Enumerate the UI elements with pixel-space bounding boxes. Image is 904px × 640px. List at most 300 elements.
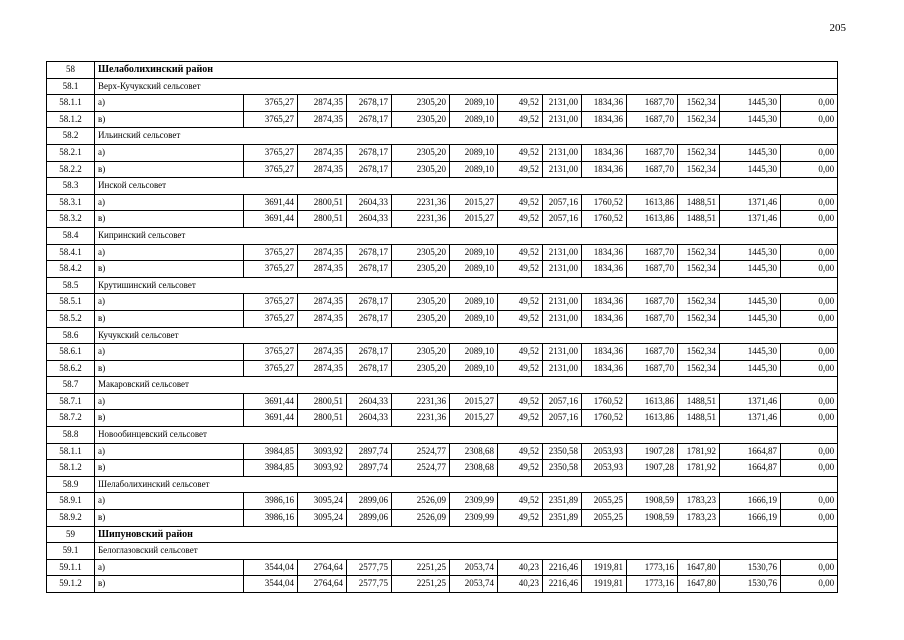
table-cell: 3544,04 — [244, 559, 298, 576]
table-cell: 2131,00 — [543, 261, 582, 278]
table-cell: 2764,64 — [298, 576, 347, 593]
table-cell: 2874,35 — [298, 144, 347, 161]
table-cell: 2678,17 — [347, 111, 392, 128]
row-code: 58.2.1 — [47, 144, 95, 161]
row-label: в) — [95, 360, 244, 377]
table-cell: 1760,52 — [582, 393, 627, 410]
table-row — [47, 460, 838, 477]
table-cell: 3765,27 — [244, 161, 298, 178]
table-cell: 2015,27 — [450, 211, 498, 228]
table-row — [47, 261, 838, 278]
row-code: 58.7 — [47, 377, 95, 394]
table-cell: 2897,74 — [347, 460, 392, 477]
subdistrict-name: Макаровский сельсовет — [95, 377, 838, 394]
table-cell: 2874,35 — [298, 261, 347, 278]
row-label: в) — [95, 460, 244, 477]
table-cell: 2251,25 — [392, 559, 450, 576]
table-cell: 3093,92 — [298, 443, 347, 460]
table-row — [47, 310, 838, 327]
table-cell: 0,00 — [781, 194, 838, 211]
table-cell: 49,52 — [498, 410, 543, 427]
row-code: 59 — [47, 526, 95, 543]
table-cell: 3691,44 — [244, 393, 298, 410]
table-cell: 2053,93 — [582, 460, 627, 477]
table-cell: 2678,17 — [347, 310, 392, 327]
table-cell: 1834,36 — [582, 244, 627, 261]
table-cell: 2800,51 — [298, 393, 347, 410]
table-cell: 2131,00 — [543, 344, 582, 361]
table-cell: 0,00 — [781, 410, 838, 427]
table-cell: 2874,35 — [298, 310, 347, 327]
table-cell: 0,00 — [781, 294, 838, 311]
row-code: 58.9.2 — [47, 510, 95, 527]
table-cell: 49,52 — [498, 443, 543, 460]
table-cell: 1562,34 — [678, 161, 720, 178]
table-cell: 2874,35 — [298, 344, 347, 361]
table-cell: 0,00 — [781, 144, 838, 161]
table-cell: 49,52 — [498, 360, 543, 377]
table-cell: 1562,34 — [678, 111, 720, 128]
row-code: 58.7.2 — [47, 410, 95, 427]
row-label: в) — [95, 211, 244, 228]
table-cell: 1445,30 — [720, 111, 781, 128]
table-cell: 2057,16 — [543, 194, 582, 211]
table-cell: 2131,00 — [543, 294, 582, 311]
table-cell: 1773,16 — [627, 559, 678, 576]
table-cell: 2678,17 — [347, 95, 392, 112]
table-cell: 2015,27 — [450, 194, 498, 211]
table-cell: 2131,00 — [543, 310, 582, 327]
table-cell: 2216,46 — [543, 576, 582, 593]
table-cell: 1834,36 — [582, 310, 627, 327]
row-code: 58.2.2 — [47, 161, 95, 178]
table-cell: 2089,10 — [450, 344, 498, 361]
table-cell: 1445,30 — [720, 144, 781, 161]
subdistrict-name: Белоглазовский сельсовет — [95, 543, 838, 560]
table-row — [47, 410, 838, 427]
table-row — [47, 144, 838, 161]
table-cell: 1488,51 — [678, 194, 720, 211]
table-cell: 1834,36 — [582, 95, 627, 112]
row-label: а) — [95, 144, 244, 161]
table-cell: 1687,70 — [627, 144, 678, 161]
table-cell: 1908,59 — [627, 493, 678, 510]
subdistrict-row — [47, 227, 838, 244]
table-cell: 3093,92 — [298, 460, 347, 477]
row-code: 58.3.1 — [47, 194, 95, 211]
row-label: а) — [95, 294, 244, 311]
table-row — [47, 244, 838, 261]
table-cell: 49,52 — [498, 460, 543, 477]
table-cell: 0,00 — [781, 111, 838, 128]
table-cell: 3544,04 — [244, 576, 298, 593]
table-cell: 2216,46 — [543, 559, 582, 576]
table-cell: 2231,36 — [392, 211, 450, 228]
row-code: 58.8 — [47, 427, 95, 444]
row-label: а) — [95, 443, 244, 460]
row-label: в) — [95, 510, 244, 527]
table-cell: 2874,35 — [298, 244, 347, 261]
table-cell: 2131,00 — [543, 360, 582, 377]
table-cell: 2015,27 — [450, 410, 498, 427]
table-cell: 2231,36 — [392, 410, 450, 427]
table-cell: 49,52 — [498, 95, 543, 112]
table-cell: 1834,36 — [582, 344, 627, 361]
table-cell: 49,52 — [498, 144, 543, 161]
table-cell: 1919,81 — [582, 576, 627, 593]
table-cell: 1834,36 — [582, 111, 627, 128]
row-code: 58.6.2 — [47, 360, 95, 377]
row-code: 58.1.2 — [47, 460, 95, 477]
subdistrict-name: Новообинцевский сельсовет — [95, 427, 838, 444]
table-cell: 1783,23 — [678, 510, 720, 527]
table-cell: 3691,44 — [244, 211, 298, 228]
subdistrict-row — [47, 327, 838, 344]
table-cell: 3765,27 — [244, 344, 298, 361]
table-cell: 1613,86 — [627, 410, 678, 427]
table-cell: 2089,10 — [450, 261, 498, 278]
table-cell: 2604,33 — [347, 194, 392, 211]
table-cell: 2057,16 — [543, 211, 582, 228]
table-cell: 1445,30 — [720, 161, 781, 178]
table-cell: 2053,93 — [582, 443, 627, 460]
table-cell: 2089,10 — [450, 161, 498, 178]
table-cell: 2055,25 — [582, 493, 627, 510]
table-row — [47, 294, 838, 311]
subdistrict-name: Кипринский сельсовет — [95, 227, 838, 244]
table-cell: 1781,92 — [678, 443, 720, 460]
row-code: 58.7.1 — [47, 393, 95, 410]
table-cell: 2089,10 — [450, 111, 498, 128]
tariff-table — [46, 61, 838, 593]
row-label: в) — [95, 410, 244, 427]
table-cell: 1687,70 — [627, 95, 678, 112]
table-row — [47, 559, 838, 576]
table-cell: 2305,20 — [392, 95, 450, 112]
table-cell: 49,52 — [498, 194, 543, 211]
table-cell: 2305,20 — [392, 310, 450, 327]
table-cell: 1562,34 — [678, 360, 720, 377]
row-code: 58.5.2 — [47, 310, 95, 327]
row-code: 58.9 — [47, 476, 95, 493]
table-cell: 2604,33 — [347, 393, 392, 410]
table-body — [47, 62, 838, 593]
table-cell: 3095,24 — [298, 493, 347, 510]
table-cell: 2055,25 — [582, 510, 627, 527]
subdistrict-row — [47, 476, 838, 493]
table-row — [47, 95, 838, 112]
table-cell: 2089,10 — [450, 144, 498, 161]
table-row — [47, 576, 838, 593]
table-cell: 1773,16 — [627, 576, 678, 593]
table-cell: 1834,36 — [582, 261, 627, 278]
table-cell: 2678,17 — [347, 144, 392, 161]
table-cell: 2678,17 — [347, 244, 392, 261]
subdistrict-row — [47, 78, 838, 95]
table-cell: 49,52 — [498, 244, 543, 261]
table-cell: 2874,35 — [298, 360, 347, 377]
table-cell: 2678,17 — [347, 161, 392, 178]
row-label: а) — [95, 344, 244, 361]
district-name: Шелаболихинский район — [95, 62, 838, 79]
table-cell: 0,00 — [781, 393, 838, 410]
table-cell: 49,52 — [498, 393, 543, 410]
subdistrict-name: Инской сельсовет — [95, 178, 838, 195]
row-code: 58.4.2 — [47, 261, 95, 278]
table-cell: 0,00 — [781, 460, 838, 477]
table-cell: 1647,80 — [678, 559, 720, 576]
table-cell: 3765,27 — [244, 310, 298, 327]
table-cell: 1783,23 — [678, 493, 720, 510]
table-cell: 1664,87 — [720, 460, 781, 477]
table-cell: 1371,46 — [720, 393, 781, 410]
table-cell: 2526,09 — [392, 510, 450, 527]
row-label: а) — [95, 493, 244, 510]
table-cell: 0,00 — [781, 261, 838, 278]
table-cell: 2131,00 — [543, 95, 582, 112]
table-cell: 2678,17 — [347, 294, 392, 311]
table-cell: 2577,75 — [347, 559, 392, 576]
table-cell: 3095,24 — [298, 510, 347, 527]
table-cell: 1760,52 — [582, 410, 627, 427]
table-cell: 1530,76 — [720, 576, 781, 593]
table-cell: 1445,30 — [720, 95, 781, 112]
table-cell: 2524,77 — [392, 443, 450, 460]
table-cell: 2089,10 — [450, 310, 498, 327]
table-cell: 1371,46 — [720, 194, 781, 211]
row-code: 58.5 — [47, 277, 95, 294]
table-cell: 3986,16 — [244, 493, 298, 510]
table-cell: 1687,70 — [627, 161, 678, 178]
table-cell: 2057,16 — [543, 393, 582, 410]
table-cell: 2800,51 — [298, 211, 347, 228]
table-cell: 3984,85 — [244, 443, 298, 460]
table-cell: 0,00 — [781, 510, 838, 527]
table-cell: 2524,77 — [392, 460, 450, 477]
table-cell: 49,52 — [498, 493, 543, 510]
table-cell: 1445,30 — [720, 244, 781, 261]
table-cell: 2678,17 — [347, 360, 392, 377]
table-cell: 3765,27 — [244, 244, 298, 261]
table-cell: 0,00 — [781, 443, 838, 460]
table-cell: 2800,51 — [298, 410, 347, 427]
table-row — [47, 360, 838, 377]
table-cell: 1907,28 — [627, 460, 678, 477]
table-cell: 1760,52 — [582, 194, 627, 211]
table-cell: 1562,34 — [678, 95, 720, 112]
table-cell: 2015,27 — [450, 393, 498, 410]
table-cell: 2351,89 — [543, 510, 582, 527]
row-label: в) — [95, 111, 244, 128]
row-code: 58.1.1 — [47, 443, 95, 460]
table-cell: 2309,99 — [450, 510, 498, 527]
table-cell: 2305,20 — [392, 111, 450, 128]
table-cell: 49,52 — [498, 344, 543, 361]
table-cell: 1445,30 — [720, 310, 781, 327]
table-cell: 40,23 — [498, 559, 543, 576]
page-number: 205 — [829, 22, 846, 34]
table-cell: 2897,74 — [347, 443, 392, 460]
table-cell: 2305,20 — [392, 244, 450, 261]
table-row — [47, 510, 838, 527]
table-cell: 2131,00 — [543, 161, 582, 178]
table-cell: 1613,86 — [627, 194, 678, 211]
table-cell: 2089,10 — [450, 95, 498, 112]
table-row — [47, 443, 838, 460]
table-cell: 2089,10 — [450, 294, 498, 311]
table-cell: 1371,46 — [720, 410, 781, 427]
table-cell: 2678,17 — [347, 261, 392, 278]
row-code: 58.1.1 — [47, 95, 95, 112]
table-cell: 1613,86 — [627, 211, 678, 228]
table-cell: 2351,89 — [543, 493, 582, 510]
subdistrict-row — [47, 427, 838, 444]
subdistrict-name: Верх-Кучукский сельсовет — [95, 78, 838, 95]
table-cell: 3765,27 — [244, 144, 298, 161]
table-cell: 3691,44 — [244, 194, 298, 211]
table-cell: 2053,74 — [450, 576, 498, 593]
table-cell: 1664,87 — [720, 443, 781, 460]
table-cell: 2251,25 — [392, 576, 450, 593]
table-row — [47, 111, 838, 128]
row-code: 58.9.1 — [47, 493, 95, 510]
table-cell: 3691,44 — [244, 410, 298, 427]
table-cell: 0,00 — [781, 493, 838, 510]
row-code: 58.4.1 — [47, 244, 95, 261]
table-cell: 1445,30 — [720, 360, 781, 377]
table-cell: 2874,35 — [298, 95, 347, 112]
table-cell: 2305,20 — [392, 261, 450, 278]
row-label: а) — [95, 559, 244, 576]
table-cell: 3765,27 — [244, 360, 298, 377]
subdistrict-name: Крутишинский сельсовет — [95, 277, 838, 294]
table-row — [47, 211, 838, 228]
table-cell: 2604,33 — [347, 410, 392, 427]
row-code: 58.5.1 — [47, 294, 95, 311]
table-cell: 2350,58 — [543, 443, 582, 460]
table-cell: 2308,68 — [450, 443, 498, 460]
row-code: 58.1.2 — [47, 111, 95, 128]
table-cell: 2874,35 — [298, 161, 347, 178]
table-cell: 1687,70 — [627, 111, 678, 128]
table-cell: 2526,09 — [392, 493, 450, 510]
row-label: в) — [95, 576, 244, 593]
table-cell: 2305,20 — [392, 360, 450, 377]
table-cell: 1834,36 — [582, 360, 627, 377]
table-cell: 3765,27 — [244, 111, 298, 128]
table-cell: 3986,16 — [244, 510, 298, 527]
table-cell: 3765,27 — [244, 95, 298, 112]
table-cell: 1834,36 — [582, 294, 627, 311]
table-cell: 1562,34 — [678, 144, 720, 161]
row-code: 58.6.1 — [47, 344, 95, 361]
table-cell: 3765,27 — [244, 261, 298, 278]
table-row — [47, 161, 838, 178]
table-cell: 2053,74 — [450, 559, 498, 576]
table-cell: 1562,34 — [678, 261, 720, 278]
table-cell: 1488,51 — [678, 410, 720, 427]
table-cell: 1562,34 — [678, 294, 720, 311]
table-cell: 0,00 — [781, 559, 838, 576]
row-code: 58.3 — [47, 178, 95, 195]
subdistrict-name: Кучукский сельсовет — [95, 327, 838, 344]
table-cell: 2057,16 — [543, 410, 582, 427]
table-cell: 0,00 — [781, 244, 838, 261]
table-cell: 2131,00 — [543, 144, 582, 161]
table-cell: 2305,20 — [392, 144, 450, 161]
district-row — [47, 526, 838, 543]
row-label: в) — [95, 161, 244, 178]
subdistrict-row — [47, 277, 838, 294]
table-cell: 1666,19 — [720, 493, 781, 510]
table-cell: 49,52 — [498, 211, 543, 228]
table-cell: 2231,36 — [392, 393, 450, 410]
table-cell: 1687,70 — [627, 294, 678, 311]
district-name: Шипуновский район — [95, 526, 838, 543]
table-cell: 2305,20 — [392, 161, 450, 178]
table-cell: 3984,85 — [244, 460, 298, 477]
table-cell: 1834,36 — [582, 144, 627, 161]
table-cell: 0,00 — [781, 161, 838, 178]
row-code: 58.6 — [47, 327, 95, 344]
table-cell: 1488,51 — [678, 393, 720, 410]
table-cell: 1760,52 — [582, 211, 627, 228]
table-row — [47, 344, 838, 361]
table-cell: 1781,92 — [678, 460, 720, 477]
table-cell: 2577,75 — [347, 576, 392, 593]
table-cell: 2764,64 — [298, 559, 347, 576]
table-cell: 2089,10 — [450, 244, 498, 261]
table-cell: 2899,06 — [347, 493, 392, 510]
row-code: 58.1 — [47, 78, 95, 95]
table-row — [47, 393, 838, 410]
row-code: 58.2 — [47, 128, 95, 145]
row-code: 59.1.2 — [47, 576, 95, 593]
subdistrict-row — [47, 178, 838, 195]
table-cell: 1562,34 — [678, 344, 720, 361]
row-code: 59.1.1 — [47, 559, 95, 576]
table-cell: 1562,34 — [678, 244, 720, 261]
table-cell: 2305,20 — [392, 294, 450, 311]
table-cell: 1908,59 — [627, 510, 678, 527]
table-row — [47, 194, 838, 211]
subdistrict-row — [47, 543, 838, 560]
table-cell: 1919,81 — [582, 559, 627, 576]
table-cell: 2305,20 — [392, 344, 450, 361]
row-label: а) — [95, 194, 244, 211]
table-cell: 1371,46 — [720, 211, 781, 228]
table-cell: 0,00 — [781, 576, 838, 593]
table-cell: 1613,86 — [627, 393, 678, 410]
subdistrict-row — [47, 377, 838, 394]
table-cell: 2604,33 — [347, 211, 392, 228]
table-cell: 2899,06 — [347, 510, 392, 527]
table-cell: 49,52 — [498, 111, 543, 128]
table-cell: 40,23 — [498, 576, 543, 593]
row-label: а) — [95, 244, 244, 261]
table-cell: 2089,10 — [450, 360, 498, 377]
row-label: а) — [95, 95, 244, 112]
table-cell: 49,52 — [498, 510, 543, 527]
table-cell: 2131,00 — [543, 244, 582, 261]
table-cell: 2350,58 — [543, 460, 582, 477]
table-cell: 2874,35 — [298, 294, 347, 311]
row-label: в) — [95, 261, 244, 278]
table-cell: 2308,68 — [450, 460, 498, 477]
table-cell: 1666,19 — [720, 510, 781, 527]
table-cell: 49,52 — [498, 161, 543, 178]
row-label: а) — [95, 393, 244, 410]
